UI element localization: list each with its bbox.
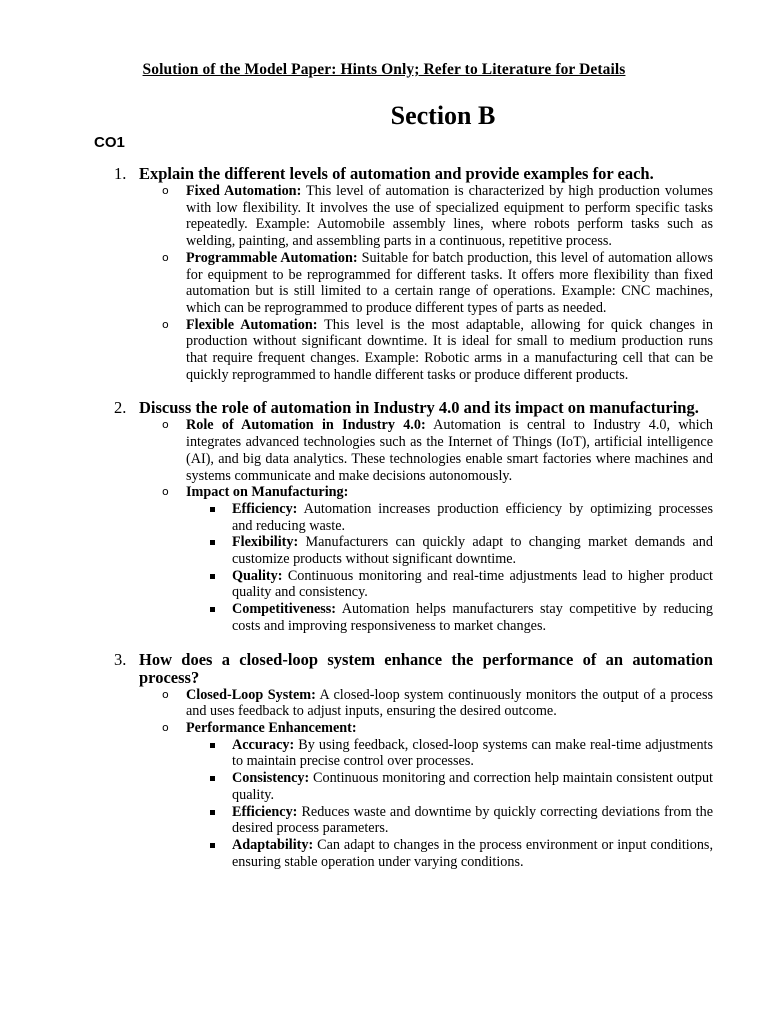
circle-bullet-icon: o bbox=[162, 317, 169, 331]
item-text: Continuous monitoring and correction help maintain consistent output quality. bbox=[232, 770, 713, 803]
item-label: Quality: bbox=[232, 567, 283, 584]
square-bullet-icon bbox=[210, 507, 215, 512]
item-text: Can adapt to changes in the process environment or input conditions, ensuring stable operation under varying conditions. bbox=[232, 836, 713, 870]
circle-bullet-icon: o bbox=[162, 687, 169, 701]
item-text: Automation helps manufacturers stay competitive by reducing costs and improving responsiveness to market changes. bbox=[232, 601, 713, 634]
item-label: Flexibility: bbox=[232, 534, 299, 551]
circle-bullet-icon: o bbox=[162, 418, 169, 432]
circle-bullet-icon: o bbox=[162, 720, 169, 734]
item-label: Efficiency: bbox=[232, 803, 298, 820]
page-header: Solution of the Model Paper: Hints Only; Refer to Literature for Details bbox=[142, 61, 626, 78]
item-label: Efficiency: bbox=[232, 500, 298, 517]
item-label: Adaptability: bbox=[232, 836, 314, 853]
item-text: Continuous monitoring and real-time adjustments lead to higher product quality and consistency. bbox=[232, 567, 713, 601]
item-text: This level is the most adaptable, allowing for quick changes in production without significant downtime. It is ideal for small to medium production runs that require frequent changes. Example: Robotic arms in a manufacturing cell that can be quickly reprogrammed to handle different tasks or produce different products. bbox=[186, 316, 713, 383]
question-text: Explain the different levels of automation and provide examples for each. bbox=[139, 164, 654, 183]
item-label: Programmable Automation: bbox=[186, 249, 358, 266]
item-text: This level of automation is characterized by high production volumes with low flexibility. It involves the use of specialized equipment to perform specific tasks repeatedly. Example: Automobile assembly lines, where robots perform tasks such as welding, painting, and assembling parts in a continuous, repetitive process. bbox=[186, 183, 713, 250]
question-2 bbox=[0, 399, 768, 634]
question-number: 1. bbox=[114, 164, 127, 183]
section-title: Section B bbox=[390, 101, 496, 130]
item-text: Reduces waste and downtime by quickly correcting deviations from the desired process parameters. bbox=[232, 803, 713, 837]
item-text: Manufacturers can quickly adapt to changing market demands and customize products without significant downtime. bbox=[232, 534, 713, 568]
sub-list-item bbox=[232, 501, 713, 534]
question-number: 3. bbox=[114, 649, 127, 669]
item-text: Suitable for batch production, this level of automation allows for equipment to be reprogrammed for different tasks. It offers more flexibility than fixed automation but is still limited to a certain range of operations. Example: CNC machines, which can be reprogrammed to produce different types of parts as needed. bbox=[186, 249, 713, 316]
question-list bbox=[0, 165, 768, 886]
item-label: Closed-Loop System: bbox=[186, 686, 316, 703]
item-text: A closed-loop system continuously monitors the output of a process and uses feedback to adjust inputs, ensuring the desired outcome. bbox=[186, 686, 713, 720]
square-bullet-icon bbox=[210, 776, 215, 781]
item-text: Automation increases production efficiency by optimizing processes and reducing waste. bbox=[232, 500, 713, 534]
sub-list-item bbox=[232, 601, 713, 634]
square-bullet-icon bbox=[210, 607, 215, 612]
square-bullet-icon bbox=[210, 743, 215, 748]
list-item bbox=[162, 417, 713, 484]
square-bullet-icon bbox=[210, 843, 215, 848]
item-label: Flexible Automation: bbox=[186, 316, 318, 333]
question-1 bbox=[0, 165, 768, 383]
question-title bbox=[114, 398, 713, 418]
item-label: Accuracy: bbox=[232, 736, 295, 753]
question-title bbox=[114, 649, 713, 687]
item-text: Automation is central to Industry 4.0, which integrates advanced technologies such as the Internet of Things (IoT), artificial intelligence (AI), and big data analytics. These technologies enable smart factories where machines and systems communicate and make decisions autonomously. bbox=[186, 417, 713, 484]
question-text: Discuss the role of automation in Industry 4.0 and its impact on manufacturing. bbox=[139, 398, 699, 418]
item-label: Consistency: bbox=[232, 770, 310, 787]
sub-list-item bbox=[232, 737, 713, 770]
item-label: Impact on Manufacturing: bbox=[186, 484, 349, 501]
circle-bullet-icon: o bbox=[162, 184, 169, 197]
item-label: Competitiveness: bbox=[232, 601, 337, 618]
list-item bbox=[162, 484, 713, 501]
square-bullet-icon bbox=[210, 540, 215, 545]
question-text: How does a closed-loop system enhance the performance of an automation process? bbox=[139, 649, 713, 687]
sub-list-item bbox=[232, 804, 713, 837]
square-bullet-icon bbox=[210, 810, 215, 815]
list-item bbox=[162, 249, 713, 317]
course-outcome-label: CO1 bbox=[94, 134, 125, 151]
item-label: Role of Automation in Industry 4.0: bbox=[186, 417, 426, 434]
question-3 bbox=[0, 651, 768, 871]
list-item bbox=[162, 719, 713, 737]
list-item bbox=[162, 183, 713, 250]
item-label: Performance Enhancement: bbox=[186, 719, 357, 736]
sub-list-item bbox=[232, 837, 713, 870]
item-text: By using feedback, closed-loop systems can make real-time adjustments to maintain precise control over processes. bbox=[232, 736, 713, 770]
question-title bbox=[114, 164, 713, 183]
list-item bbox=[162, 686, 713, 720]
circle-bullet-icon: o bbox=[162, 485, 169, 499]
circle-bullet-icon: o bbox=[162, 250, 169, 264]
sub-list-item bbox=[232, 568, 713, 601]
sub-list-item bbox=[232, 770, 713, 803]
question-number: 2. bbox=[114, 398, 127, 418]
square-bullet-icon bbox=[210, 574, 215, 579]
sub-list-item bbox=[232, 534, 713, 567]
list-item bbox=[162, 316, 713, 384]
item-label: Fixed Automation: bbox=[186, 183, 302, 199]
